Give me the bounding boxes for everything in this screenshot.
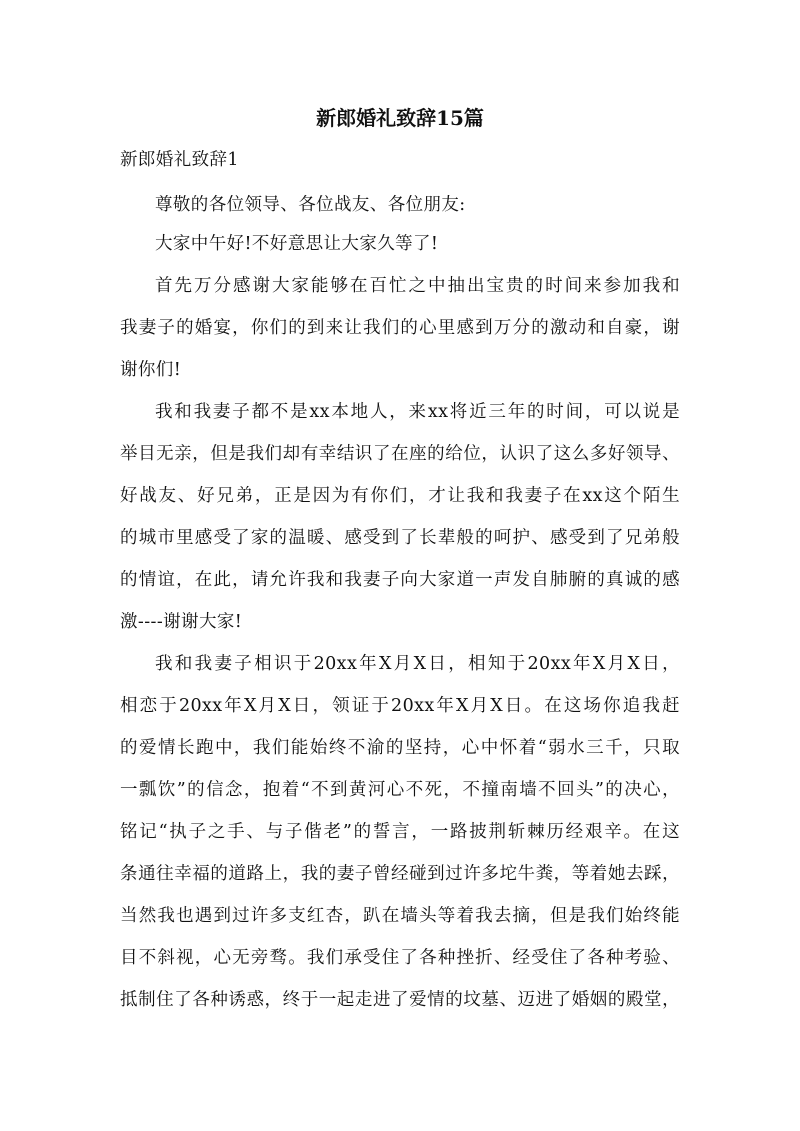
text-line: 大家中午好!不好意思让大家久等了! bbox=[155, 234, 439, 254]
text-line: 一瓢饮”的信念，抱着“不到黄河心不死，不撞南墙不回头”的决心， bbox=[120, 780, 680, 800]
section-heading: 新郎婚礼致辞1 bbox=[120, 150, 239, 170]
text-line: 当然我也遇到过许多支红杏，趴在墙头等着我去摘，但是我们始终能 bbox=[120, 906, 680, 926]
text-line: 抵制住了各种诱惑，终于一起走进了爱情的坟墓、迈进了婚姻的殿堂， bbox=[120, 990, 680, 1010]
text-line: 我妻子的婚宴，你们的到来让我们的心里感到万分的激动和自豪，谢 bbox=[120, 318, 680, 338]
text-line: 我和我妻子都不是xx本地人，来xx将近三年的时间，可以说是 bbox=[155, 402, 680, 422]
text-line: 的城市里感受了家的温暖、感受到了长辈般的呵护、感受到了兄弟般 bbox=[120, 528, 680, 548]
text-line: 首先万分感谢大家能够在百忙之中抽出宝贵的时间来参加我和 bbox=[155, 276, 680, 296]
text-line: 尊敬的各位领导、各位战友、各位朋友: bbox=[155, 195, 466, 215]
text-line: 条通往幸福的道路上，我的妻子曾经碰到过许多坨牛粪，等着她去踩， bbox=[120, 864, 680, 884]
text-line: 我和我妻子相识于20xx年X月X日，相知于20xx年X月X日， bbox=[155, 654, 680, 674]
text-line: 举目无亲，但是我们却有幸结识了在座的给位，认识了这么多好领导、 bbox=[120, 444, 680, 464]
text-line: 的爱情长跑中，我们能始终不渝的坚持，心中怀着“弱水三千，只取 bbox=[120, 738, 680, 758]
document-title: 新郎婚礼致辞15篇 bbox=[316, 106, 484, 130]
text-line: 好战友、好兄弟，正是因为有你们，才让我和我妻子在xx这个陌生 bbox=[120, 486, 680, 506]
text-line: 铭记“执子之手、与子偕老”的誓言，一路披荆斩棘历经艰辛。在这 bbox=[120, 822, 680, 842]
text-line: 激----谢谢大家! bbox=[120, 612, 243, 632]
text-line: 的情谊，在此，请允许我和我妻子向大家道一声发自肺腑的真诚的感 bbox=[120, 570, 680, 590]
text-line: 相恋于20xx年X月X日，领证于20xx年X月X日。在这场你追我赶 bbox=[120, 696, 680, 716]
text-line: 目不斜视，心无旁骛。我们承受住了各种挫折、经受住了各种考验、 bbox=[120, 948, 680, 968]
text-line: 谢你们! bbox=[120, 360, 182, 380]
